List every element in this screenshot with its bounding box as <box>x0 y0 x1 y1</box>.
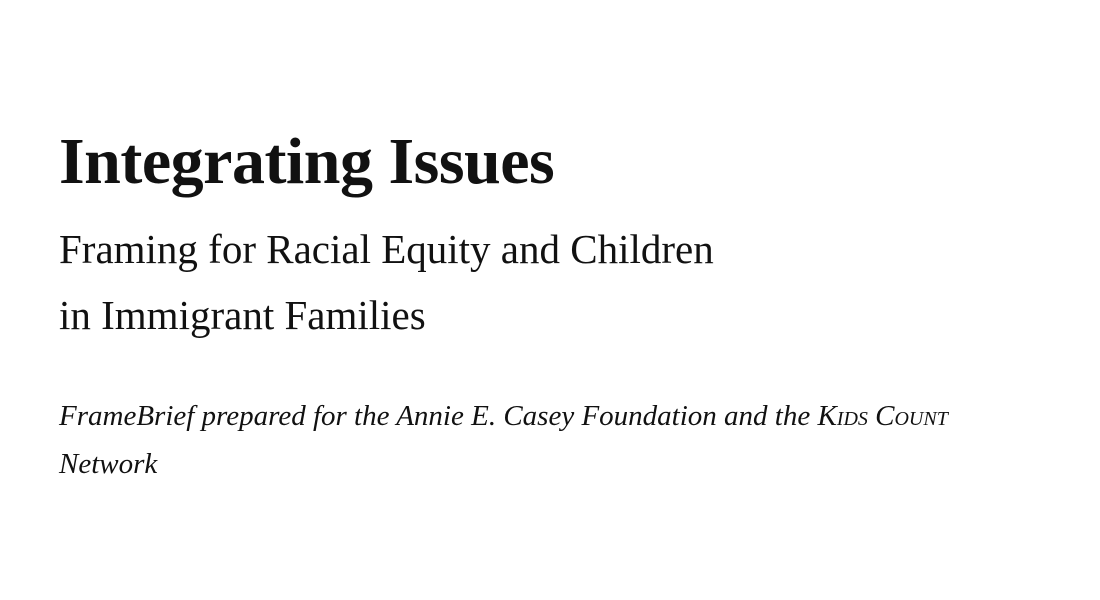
document-subtitle <box>59 216 1059 348</box>
subtitle-line-2: in Immigrant Families <box>59 292 426 338</box>
document-byline <box>59 392 1019 488</box>
subtitle-line-1: Framing for Racial Equity and Children <box>59 226 714 272</box>
network-name: Kids Count <box>817 400 948 432</box>
document-title-page <box>59 122 1059 488</box>
document-title: Integrating Issues <box>59 125 555 198</box>
byline-prefix: FrameBrief prepared for the Annie E. Casey Foundation and the <box>59 400 818 432</box>
byline-suffix: Network <box>59 448 158 480</box>
